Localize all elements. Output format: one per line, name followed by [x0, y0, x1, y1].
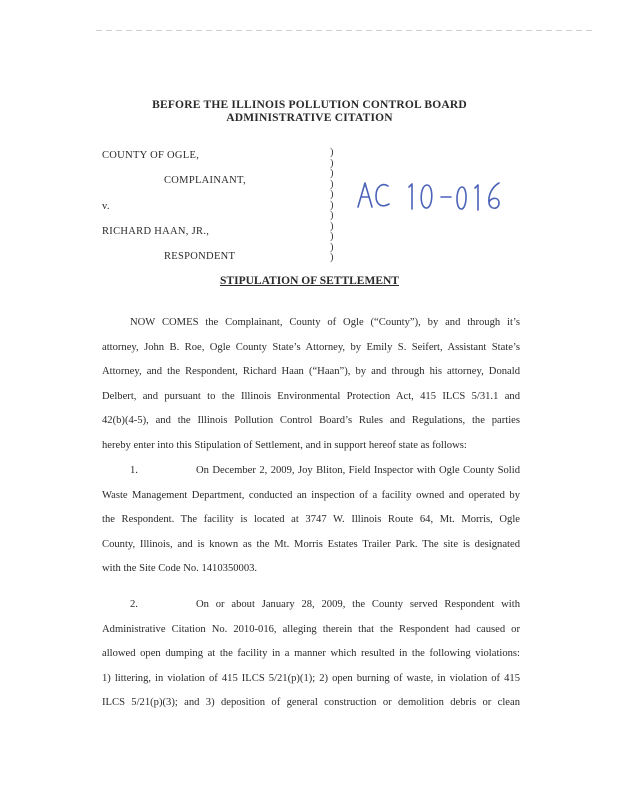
text-line: the Respondent. The facility is located at 3747 W. Illinois Route 64, Mt. Morris, Ogle — [102, 514, 520, 526]
text-line: 1) littering, in violation of 415 ILCS 5/21(p)(1); 2) open burning of waste, in violation of 415 — [102, 672, 520, 684]
paren-mark: ) — [330, 157, 334, 169]
paren-mark: ) — [330, 178, 334, 190]
versus-label: v. — [102, 201, 110, 212]
paren-mark: ) — [330, 189, 334, 200]
handwritten-case-number — [354, 177, 514, 217]
paren-mark: ) — [330, 199, 334, 211]
paren-mark: ) — [330, 241, 334, 253]
paragraph-number: 2. — [130, 599, 138, 610]
paren-mark: ) — [330, 252, 334, 263]
text-line: 42(b)(4-5), and the Illinois Pollution Control Board’s Rules and Regulations, the parties — [102, 415, 520, 427]
text-line: hereby enter into this Stipulation of Settlement, and in support hereof state as follows: — [102, 439, 467, 451]
board-heading: BEFORE THE ILLINOIS POLLUTION CONTROL BOARD — [152, 99, 467, 111]
text-line: Attorney, and the Respondent, Richard Haan (“Haan”), by and through his attorney, Donald — [102, 366, 520, 378]
text-line: Waste Management Department, conducted an inspection of a facility owned and operated by — [102, 489, 520, 501]
text-line: 2. On or about January 28, 2009, the County served Respondent with — [102, 593, 520, 618]
respondent-role: RESPONDENT — [164, 251, 236, 262]
text-line: NOW COMES the Complainant, County of Ogle (“County”), by and through it’s — [130, 317, 520, 328]
paren-mark: ) — [330, 231, 334, 242]
intro-paragraph — [102, 311, 520, 459]
paren-mark: ) — [330, 168, 334, 179]
text-line: with the Site Code No. 1410350003. — [102, 563, 258, 575]
scan-edge-line — [96, 30, 596, 31]
paren-mark: ) — [330, 147, 334, 158]
complainant-role: COMPLAINANT, — [164, 175, 246, 186]
paren-mark: ) — [330, 210, 334, 221]
document-title: STIPULATION OF SETTLEMENT — [220, 275, 399, 287]
paragraph-1 — [102, 459, 520, 582]
text-line: 1. On December 2, 2009, Joy Bliton, Field Inspector with Ogle County Solid — [102, 459, 520, 484]
text-line: ILCS 5/21(p)(3); and 3) deposition of general construction or demolition debris or clean — [102, 697, 520, 709]
respondent-party: RICHARD HAAN, JR., — [102, 226, 210, 237]
paragraph-2 — [102, 593, 520, 716]
caption-parentheses — [330, 148, 334, 264]
text-line: Administrative Citation No. 2010-016, alleging therein that the Respondent had caused or — [102, 623, 520, 635]
text-line: Delbert, and pursuant to the Illinois Environmental Protection Act, 415 ILCS 5/31.1 and — [102, 390, 520, 402]
paren-mark: ) — [330, 220, 334, 232]
text-line: allowed open dumping at the facility in a manner which resulted in the following violations: — [102, 648, 520, 660]
paragraph-number: 1. — [130, 465, 138, 476]
text-line: attorney, John B. Roe, Ogle County State’s Attorney, by Emily S. Seifert, Assistant State’s — [102, 341, 520, 353]
complainant-party: COUNTY OF OGLE, — [102, 150, 200, 161]
citation-heading: ADMINISTRATIVE CITATION — [226, 112, 393, 124]
text-line: County, Illinois, and is known as the Mt. Morris Estates Trailer Park. The site is designated — [102, 538, 520, 550]
